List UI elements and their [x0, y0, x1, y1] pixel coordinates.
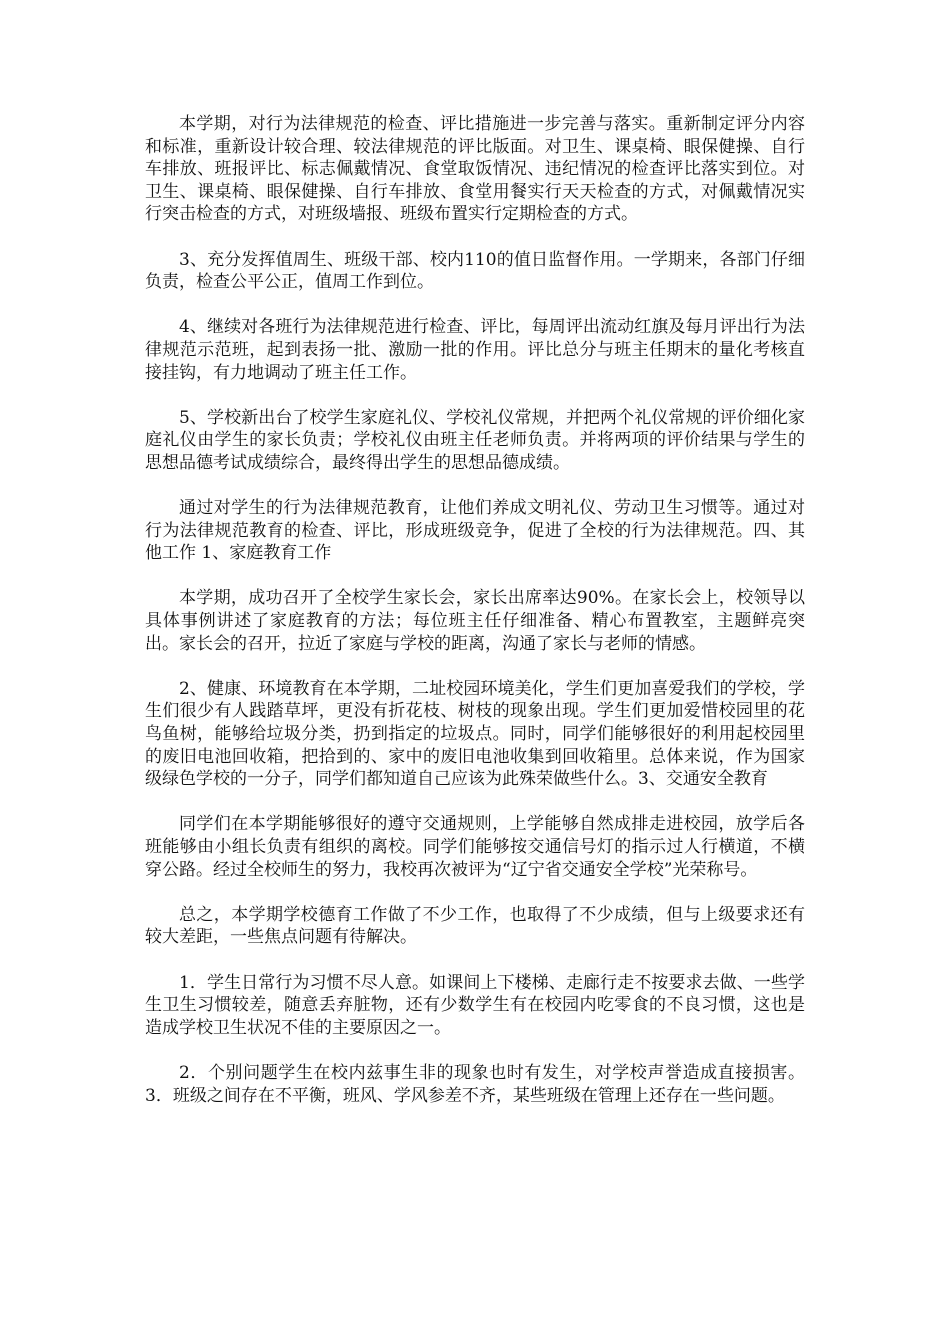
paragraph-10: 1．学生日常行为习惯不尽人意。如课间上下楼梯、走廊行走不按要求去做、一些学生卫生习惯较差，随意丢弃脏物，还有少数学生有在校园内吃零食的不良习惯，这也是造成学校卫生状况不佳的主要原因之一。 — [145, 972, 805, 1038]
paragraph-11: 2．个别问题学生在校内兹事生非的现象也时有发生，对学校声誉造成直接损害。3．班级之间存在不平衡，班风、学风参差不齐，某些班级在管理上还存在一些问题。 — [145, 1062, 805, 1106]
paragraph-1: 本学期，对行为法律规范的检查、评比措施进一步完善与落实。重新制定评分内容和标准，重新设计较合理、较法律规范的评比版面。对卫生、课桌椅、眼保健操、自行车排放、班报评比、标志佩戴情况、食堂取饭情况、违纪情况的检查评比落实到位。对卫生、课桌椅、眼保健操、自行车排放、食堂用餐实行天天检查的方式，对佩戴情况实行突击检查的方式，对班级墙报、班级布置实行定期检查的方式。 — [145, 114, 805, 225]
paragraph-5: 通过对学生的行为法律规范教育，让他们养成文明礼仪、劳动卫生习惯等。通过对行为法律规范教育的检查、评比，形成班级竞争，促进了全校的行为法律规范。四、其他工作 1、家庭教育工作 — [145, 498, 805, 564]
paragraph-2: 3、充分发挥值周生、班级干部、校内110的值日监督作用。一学期来，各部门仔细负责，检查公平公正，值周工作到位。 — [145, 249, 805, 293]
paragraph-8: 同学们在本学期能够很好的遵守交通规则，上学能够自然成排走进校园，放学后各班能够由小组长负责有组织的离校。同学们能够按交通信号灯的指示过人行横道，不横穿公路。经过全校师生的努力，我校再次被评为“辽宁省交通安全学校”光荣称号。 — [145, 814, 805, 880]
document-body — [145, 113, 805, 1130]
paragraph-9: 总之，本学期学校德育工作做了不少工作，也取得了不少成绩，但与上级要求还有较大差距，一些焦点问题有待解决。 — [145, 904, 805, 948]
paragraph-7: 2、健康、环境教育在本学期，二址校园环境美化，学生们更加喜爱我们的学校，学生们很少有人践踏草坪，更没有折花枝、树枝的现象出现。学生们更加爱惜校园里的花鸟鱼树，能够给垃圾分类，扔到指定的垃圾点。同时，同学们能够很好的利用起校园里的废旧电池回收箱，把拾到的、家中的废旧电池收集到回收箱里。总体来说，作为国家级绿色学校的一分子，同学们都知道自己应该为此殊荣做些什么。3、交通安全教育 — [145, 678, 805, 790]
paragraph-4: 5、学校新出台了校学生家庭礼仪、学校礼仪常规，并把两个礼仪常规的评价细化家庭礼仪由学生的家长负责；学校礼仪由班主任老师负责。并将两项的评价结果与学生的思想品德考试成绩综合，最终得出学生的思想品德成绩。 — [145, 407, 805, 473]
paragraph-6: 本学期，成功召开了全校学生家长会，家长出席率达90%。在家长会上，校领导以具体事例讲述了家庭教育的方法；每位班主任仔细准备、精心布置教室，主题鲜亮突出。家长会的召开，拉近了家庭与学校的距离，沟通了家长与老师的情感。 — [145, 588, 805, 654]
paragraph-3: 4、继续对各班行为法律规范进行检查、评比，每周评出流动红旗及每月评出行为法律规范示范班，起到表扬一批、激励一批的作用。评比总分与班主任期末的量化考核直接挂钩，有力地调动了班主任工作。 — [145, 317, 805, 383]
